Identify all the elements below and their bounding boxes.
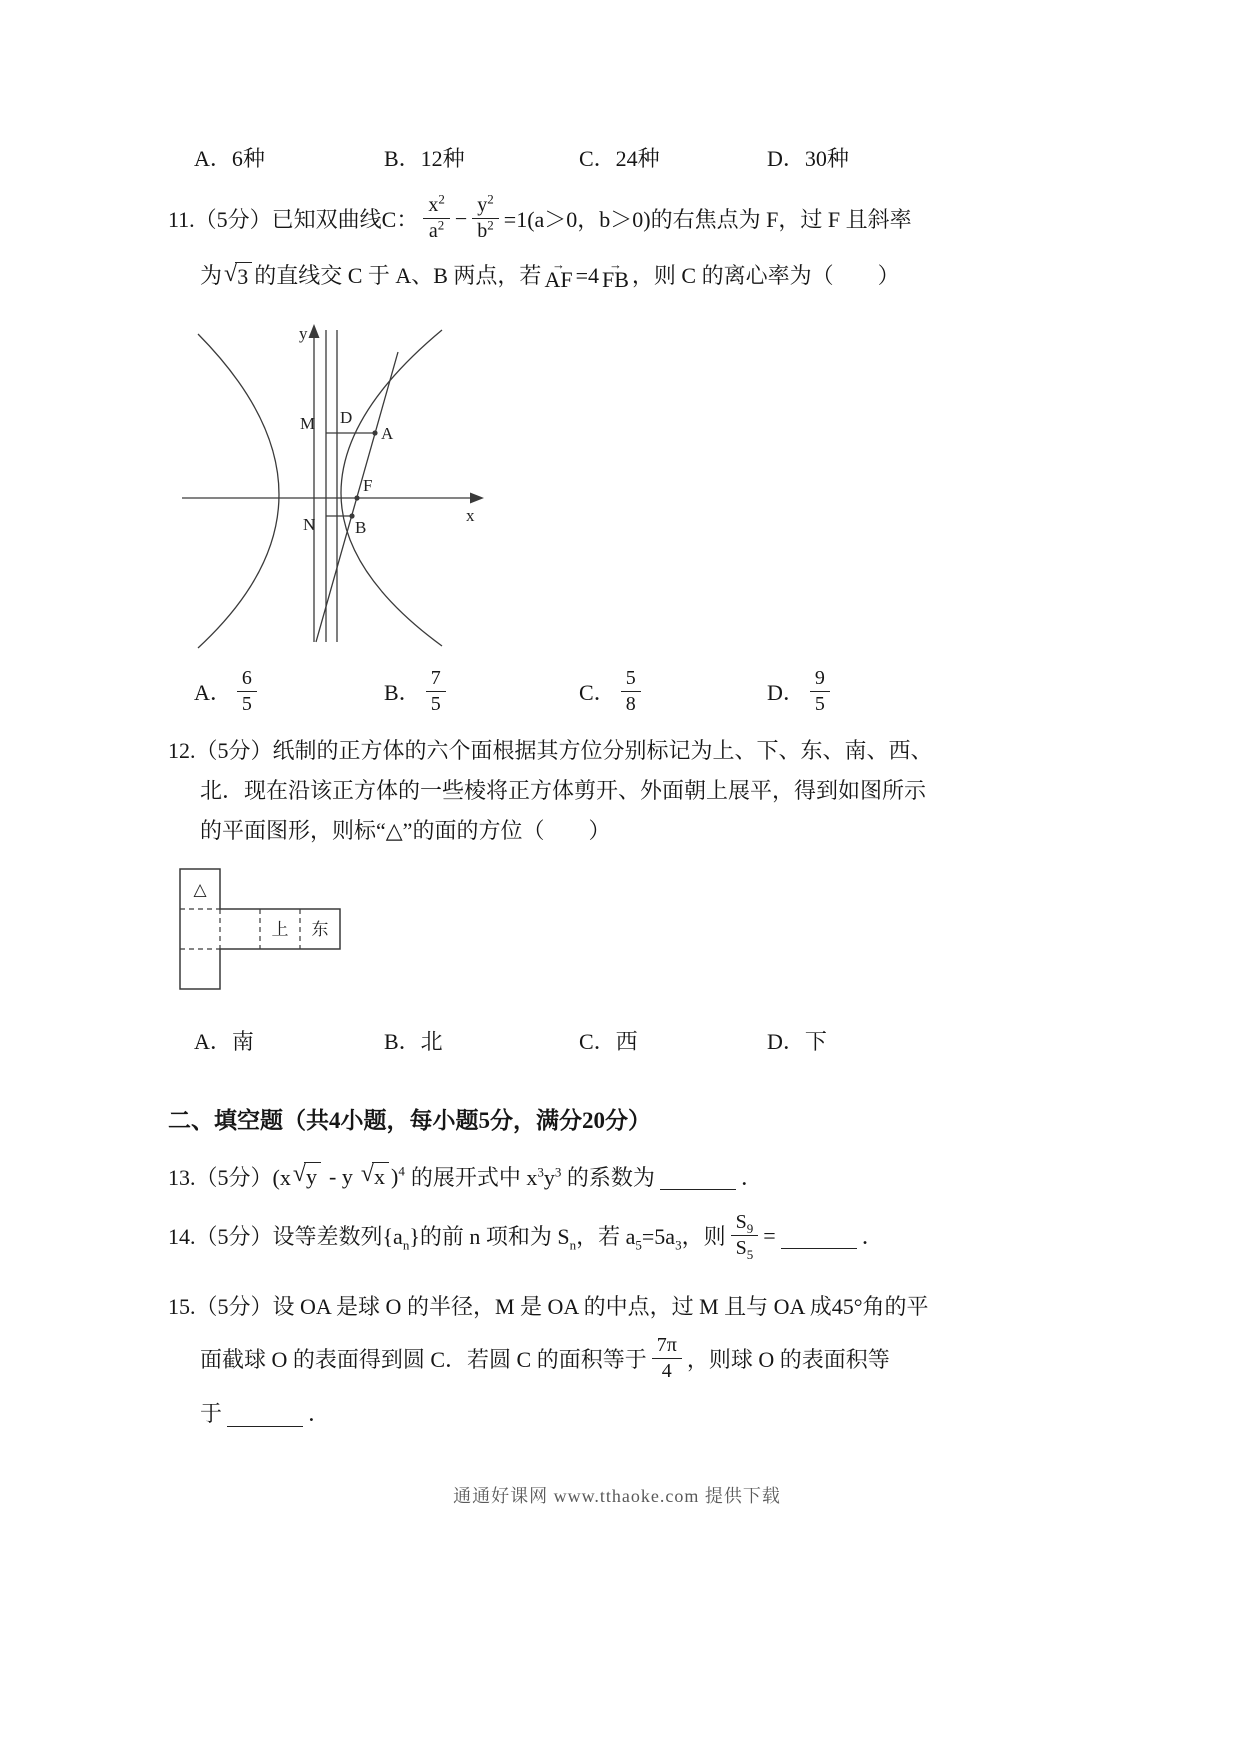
point-A: [372, 430, 377, 435]
q12-option-c: C．西: [579, 1029, 638, 1054]
section-2-title: 二、填空题（共4小题，每小题5分，满分20分）: [168, 1108, 651, 1133]
q10-option-d: D．30种: [767, 146, 849, 171]
radical-sign: √: [292, 1161, 306, 1188]
sqrt-y: √ y: [293, 1162, 321, 1190]
site-footer: 通通好课网 www.tthaoke.com 提供下载: [453, 1486, 781, 1506]
q12-line3: 的平面图形，则标“△”的面的方位（ ）: [200, 818, 611, 843]
q11-line2: 为 √ 3 的直线交 C 于 A、B 两点，若 → AF =4 → FB ，则 C 的离心率为（ ）: [200, 256, 900, 293]
fraction: $\frac{9}{5}$: [810, 666, 830, 717]
q13-text: 的展开式中 $x^3y^3$ 的系数为: [410, 1164, 655, 1190]
q11-option-a: A． $\frac{6}{5}$: [194, 666, 384, 717]
fraction-7pi-4: $\frac{7\pi}{4}$: [652, 1333, 682, 1384]
q12-line1: 12.（5分）纸制的正方体的六个面根据其方位分别标记为上、下、东、南、西、: [168, 738, 933, 763]
q10-option-a: A．6种: [194, 146, 265, 171]
fraction: $\frac{6}{5}$: [237, 666, 257, 717]
net-face-top: 上: [271, 920, 289, 939]
q11-option-d: D． $\frac{9}{5}$: [767, 666, 1194, 717]
power-4: )$^4$: [391, 1163, 405, 1189]
radical-sign: √: [360, 1161, 374, 1188]
label-M: M: [300, 414, 316, 433]
label-D: D: [340, 408, 353, 427]
answer-blank-14: [781, 1223, 857, 1249]
q11-option-c: C． $\frac{5}{8}$: [579, 666, 767, 717]
q15-line3: 于 ．: [200, 1401, 331, 1426]
q11-line1: [168, 193, 1194, 244]
answer-blank-15: [227, 1401, 303, 1427]
q12-options-row: [194, 1025, 1194, 1056]
sqrt-x: √ x: [361, 1162, 389, 1190]
vector-arrow-icon: →: [608, 256, 622, 272]
fraction-y2-b2: $\frac{y^2}{b^2}$: [472, 193, 499, 244]
point-F: [354, 495, 359, 500]
fraction: $\frac{7}{5}$: [426, 666, 446, 717]
net-face-east: 东: [311, 920, 329, 939]
vector-arrow-icon: →: [552, 256, 565, 272]
q12-line2: 北．现在沿该正方体的一些棱将正方体剪开、外面朝上展平，得到如图所示: [200, 778, 927, 803]
fraction-S9-S5: $\frac{S_9}{S_5}$: [731, 1210, 759, 1261]
answer-blank-13: [660, 1164, 736, 1190]
minus-sign: −: [454, 205, 468, 231]
label-F: F: [363, 476, 373, 495]
label-x-axis: x: [466, 506, 475, 525]
q15-line2: 面截球 O 的表面得到圆 C．若圆 C 的面积等于 $\frac{7\pi}{4}$ ，则球 O 的表面积等: [200, 1334, 890, 1382]
question-15: [168, 1287, 1194, 1434]
q12-option-a: A．南: [194, 1029, 254, 1054]
fraction-x2-a2: $\frac{x^2}{a^2}$: [423, 193, 450, 244]
x-axis-arrow: [470, 493, 484, 504]
label-A: A: [381, 424, 394, 443]
q11-options-row: [194, 666, 1194, 717]
q12-option-d: D．下: [767, 1029, 827, 1054]
hyperbola-right-branch: [341, 330, 442, 646]
q10-options-row: [194, 142, 1194, 173]
q10-option-c: C．24种: [579, 146, 660, 171]
q10-option-b: B．12种: [384, 146, 465, 171]
question-14: 14.（5分）设等差数列$\{a_n\}$的前 n 项和为 $S_n$，若 $a_5=5a_3$，则 $\frac{S_9}{S_5}$ = ．: [168, 1211, 884, 1262]
label-N: N: [303, 515, 316, 534]
y-axis-arrow: [309, 324, 320, 338]
vector-AF: → AF: [544, 256, 573, 293]
sqrt-3: √ 3: [224, 262, 252, 290]
point-B: [349, 513, 354, 518]
q12-option-b: B．北: [384, 1029, 443, 1054]
question-11: [168, 193, 1194, 717]
q14-text: 14.（5分）设等差数列$\{a_n\}$的前 n 项和为 $S_n$，若 $a_5=5a_3$，则: [168, 1224, 726, 1253]
q12-cube-net-diagram: [172, 863, 347, 1003]
question-13: 13.（5分）(x √ y - y √ x )$^4$ 的展开式中 $x^3y^3$ 的系数为 ．: [168, 1161, 763, 1190]
net-face-triangle: △: [193, 880, 207, 899]
q11-option-b: B． $\frac{7}{5}$: [384, 666, 579, 717]
q11-hyperbola-diagram: [174, 320, 494, 650]
q15-line1: 15.（5分）设 OA 是球 O 的半径，M 是 OA 的中点，过 M 且与 OA 成45°角的平: [168, 1294, 929, 1319]
q11-stem-text: =1(a＞0，b＞0)的右焦点为 F，过 F 且斜率: [503, 207, 912, 232]
vector-FB: → FB: [601, 256, 629, 293]
label-y-axis: y: [299, 324, 308, 343]
radical-sign: √: [224, 260, 238, 287]
question-12: [168, 731, 1194, 1056]
q11-stem-text: 11.（5分）已知双曲线C：: [168, 207, 419, 232]
fraction: $\frac{5}{8}$: [621, 666, 641, 717]
hyperbola-left-branch: [198, 334, 279, 648]
label-B: B: [355, 518, 367, 537]
